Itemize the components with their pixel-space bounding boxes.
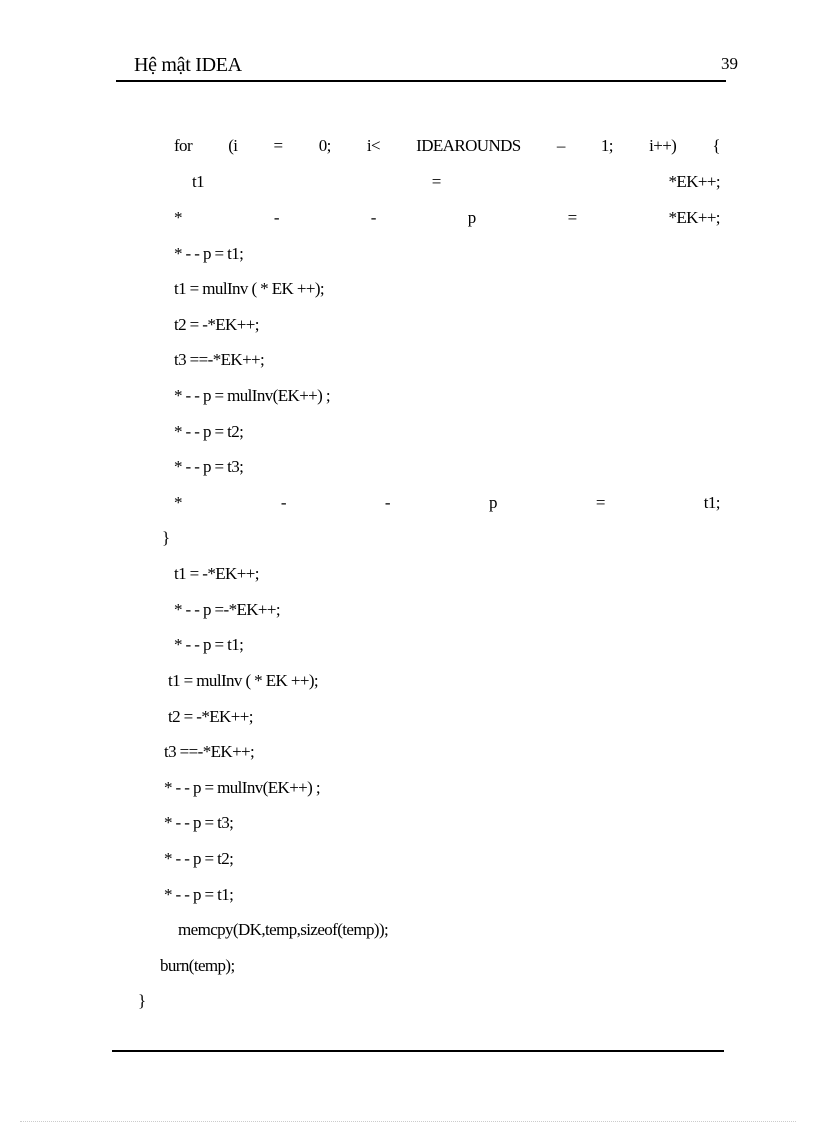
header-divider xyxy=(116,80,726,82)
code-token: = xyxy=(567,208,577,227)
code-token: t1 xyxy=(192,172,205,191)
code-token: = xyxy=(595,493,605,512)
page-number: 39 xyxy=(721,54,738,73)
code-token: p xyxy=(488,493,497,512)
code-token: 1; xyxy=(600,136,613,155)
code-line: t2 = -*EK++; xyxy=(174,315,259,334)
code-line: memcpy(DK,temp,sizeof(temp)); xyxy=(178,920,389,939)
code-token: i++) xyxy=(649,136,677,155)
code-line: t3 ==-*EK++; xyxy=(164,742,255,761)
code-token: (i xyxy=(228,136,238,155)
code-token: * xyxy=(174,208,182,227)
code-line: * - - p = mulInv(EK++) ; xyxy=(164,778,320,797)
code-token: = xyxy=(431,172,441,191)
code-line: * - - p = t1; xyxy=(164,885,234,904)
code-token: – xyxy=(556,136,565,155)
code-token: { xyxy=(712,136,720,155)
code-line-t1-assign xyxy=(192,172,720,192)
code-token: *EK++; xyxy=(668,172,720,191)
code-token: p xyxy=(467,208,476,227)
code-token: i< xyxy=(366,136,380,155)
code-line: t3 ==-*EK++; xyxy=(174,350,265,369)
footer-divider xyxy=(112,1050,724,1052)
code-line: t1 = mulInv ( * EK ++); xyxy=(174,279,324,298)
code-line: * - - p = t1; xyxy=(174,244,244,263)
code-token: t1; xyxy=(703,493,720,512)
code-line: * - - p = t3; xyxy=(164,813,234,832)
code-token: 0; xyxy=(318,136,331,155)
code-token: IDEAROUNDS xyxy=(416,136,521,155)
code-line-pointer-assign xyxy=(174,493,720,513)
page-title: Hệ mật IDEA xyxy=(134,54,242,76)
code-line: t2 = -*EK++; xyxy=(168,707,253,726)
code-token: - xyxy=(280,493,286,512)
code-token: for xyxy=(174,136,193,155)
code-line: * - - p = t2; xyxy=(174,422,244,441)
code-line: * - - p =-*EK++; xyxy=(174,600,281,619)
code-token: = xyxy=(273,136,283,155)
code-token: - xyxy=(384,493,390,512)
for-loop-line xyxy=(174,136,720,156)
code-line: burn(temp); xyxy=(160,956,235,975)
code-token: - xyxy=(273,208,279,227)
code-line: * - - p = t2; xyxy=(164,849,234,868)
code-line: t1 = mulInv ( * EK ++); xyxy=(168,671,318,690)
code-token: *EK++; xyxy=(668,208,720,227)
code-line: t1 = -*EK++; xyxy=(174,564,259,583)
closing-brace: } xyxy=(162,528,170,547)
code-token: * xyxy=(174,493,182,512)
code-line: * - - p = mulInv(EK++) ; xyxy=(174,386,330,405)
code-token: - xyxy=(370,208,376,227)
code-line-pointer-assign xyxy=(174,208,720,228)
closing-brace: } xyxy=(138,991,146,1010)
code-line: * - - p = t1; xyxy=(174,635,244,654)
page-edge-dotted-line xyxy=(20,1121,796,1122)
code-line: * - - p = t3; xyxy=(174,457,244,476)
